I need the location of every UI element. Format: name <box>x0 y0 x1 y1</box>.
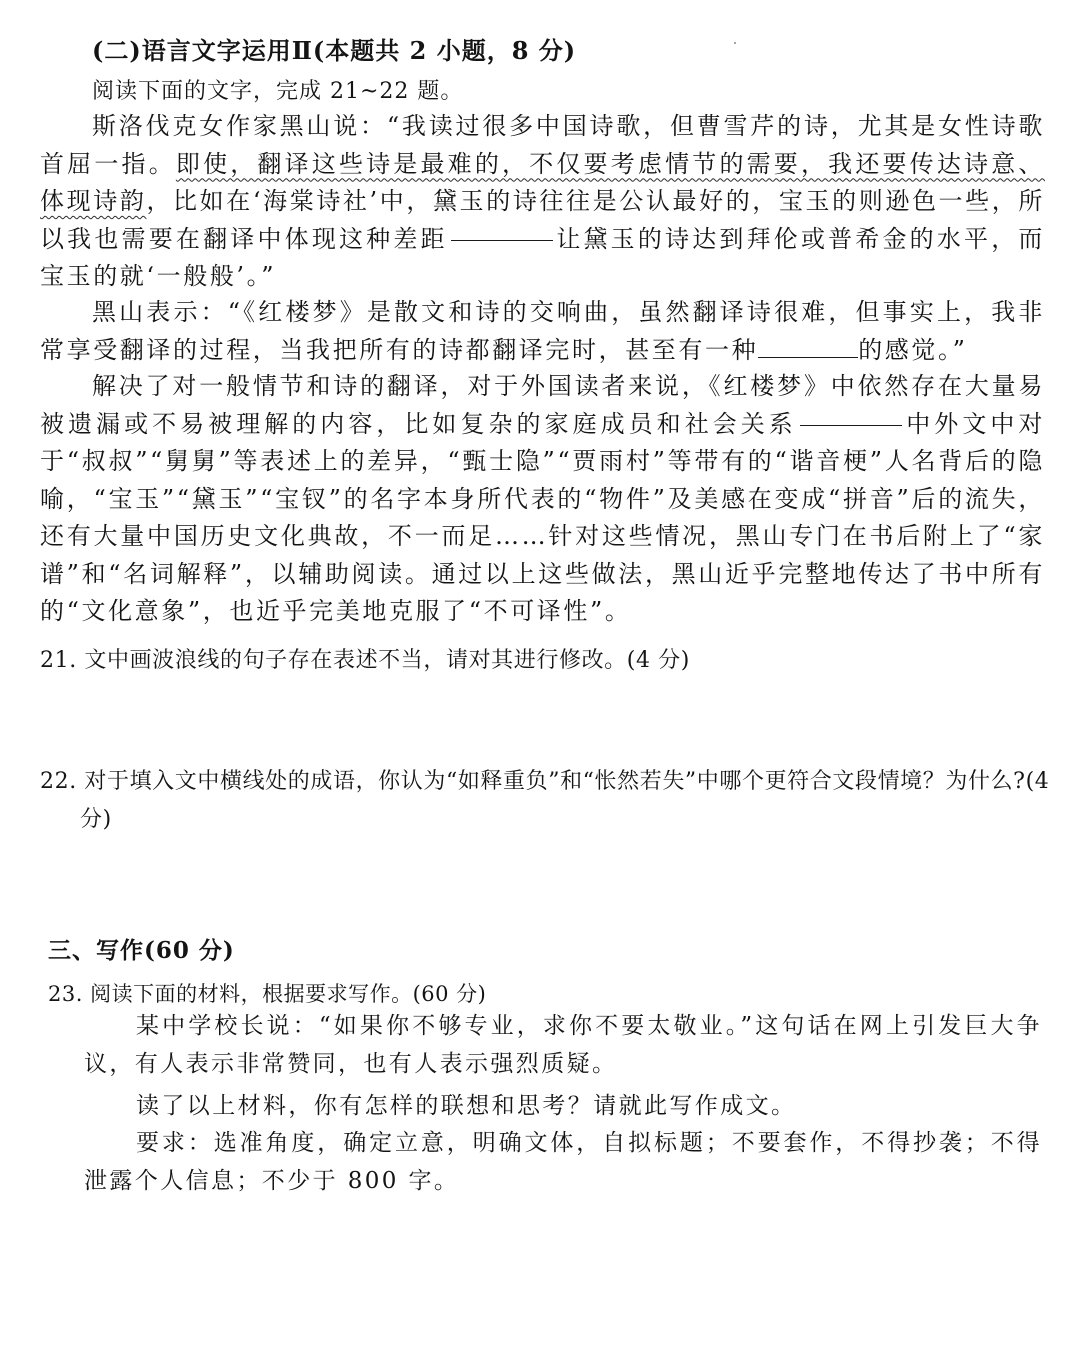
reading-instruction: 阅读下面的文字，完成 21~22 题。 <box>92 79 464 104</box>
passage-paragraph-1 <box>40 108 1045 296</box>
paragraph-1-text-b: ，比如在‘海棠诗社’中，黛玉的诗往往是公认最好的，宝玉的则逊色一些，所以我也需要在翻译中体现这种差距 <box>40 187 1045 253</box>
fill-in-blank <box>758 337 858 358</box>
paragraph-1-text-c: 让黛玉的诗达到拜伦或普希金的水平，而宝玉的就‘一般般’。” <box>40 224 1045 290</box>
paragraph-1-text-a: 斯洛伐克女作家黑山说：“我读过很多中国诗歌，但曹雪芹的诗，尤其是女性诗歌首屈一指。 <box>40 112 1045 178</box>
scan-speck <box>734 42 736 44</box>
paragraph-3-text-a: 解决了对一般情节和诗的翻译，对于外国读者来说，《红楼梦》中依然存在大量易被遗漏或不易被理解的内容，比如复杂的家庭成员和社会关系 <box>40 372 1045 438</box>
em-dash <box>451 240 553 241</box>
question-22: 22. 对于填入文中横线处的成语，你认为“如释重负”和“怅然若失”中哪个更符合文段情境？为什么?(4 分) <box>40 769 1050 832</box>
paragraph-2-text-a: 黑山表示：“《红楼梦》是散文和诗的交响曲，虽然翻译诗很难，但事实上，我非常享受翻译的过程，当我把所有的诗都翻译完时，甚至有一种 <box>40 298 1045 364</box>
wavy-underlined-sentence: 即使，翻译这些诗是最难的，不仅要考虑情节的需要，我还要传达诗意、体现诗韵 <box>40 149 1045 215</box>
em-dash <box>800 425 902 426</box>
paragraph-2-text-b: 的感觉。” <box>858 335 968 364</box>
writing-material: 某中学校长说：“如果你不够专业，求你不要太敬业。”这句话在网上引发巨大争议，有人表示非常赞同，也有人表示强烈质疑。 <box>84 1013 1042 1077</box>
section2-heading: (二)语言文字运用Ⅱ(本题共 2 小题，8 分) <box>92 36 577 65</box>
question-23: 23. 阅读下面的材料，根据要求写作。(60 分) <box>48 982 487 1006</box>
writing-requirements: 要求：选准角度，确定立意，明确文体，自拟标题；不要套作，不得抄袭；不得泄露个人信息；不少于 800 字。 <box>84 1130 1042 1194</box>
question-21: 21. 文中画波浪线的句子存在表述不当，请对其进行修改。(4 分) <box>40 648 690 673</box>
passage-paragraph-2 <box>40 294 1045 369</box>
section3-heading: 三、写作(60 分) <box>48 937 235 964</box>
writing-prompt: 读了以上材料，你有怎样的联想和思考？请就此写作成文。 <box>136 1093 797 1119</box>
paragraph-3-text-b: 中外文中对于“叔叔”“舅舅”等表述上的差异，“甄士隐”“贾雨村”等带有的“谐音梗”人名背后的隐喻，“宝玉”“黛玉”“宝钗”的名字本身所代表的“物件”及美感在变成“拼音”后的流失，还有大量中国历史文化典故，不一而足……针对这些情况，黑山专门在书后附上了“家谱”和“名词解释”，以辅助阅读。通过以上这些做法，黑山近乎完整地传达了书中所有的“文化意象”，也近乎完美地克服了“不可译性”。 <box>40 409 1045 625</box>
passage-paragraph-3 <box>40 368 1045 631</box>
